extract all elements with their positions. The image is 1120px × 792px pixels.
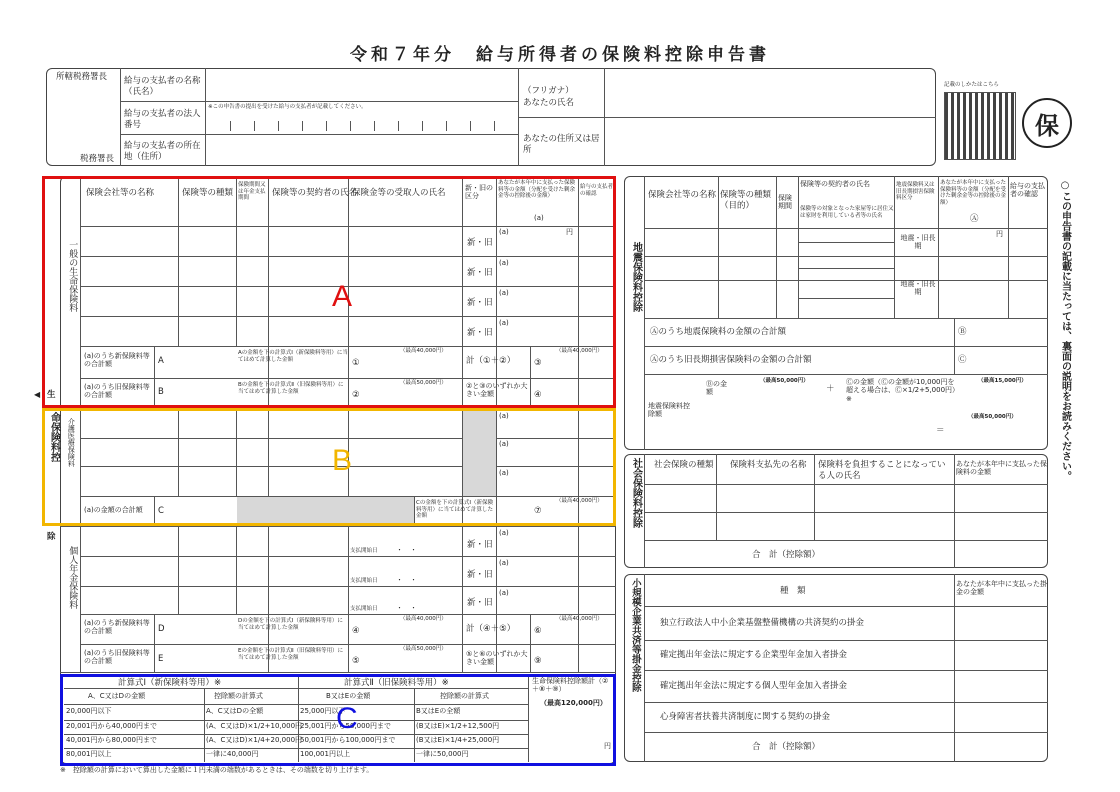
calc2-r3a: 50,001円から100,000円まで — [300, 736, 396, 744]
start-dots-3: ・ ・ — [396, 604, 417, 612]
pension-a-3: (a) — [499, 589, 509, 597]
payer-number-field[interactable] — [206, 113, 518, 133]
quake-col-confirm: 給与の支払者の確認 — [1010, 182, 1045, 199]
box-E: E — [158, 654, 164, 664]
quake-col-period: 保険期間 — [778, 194, 792, 211]
care-a-2: (a) — [499, 440, 509, 448]
newold-2[interactable]: 新・旧 — [467, 268, 493, 278]
start-dots-1: ・ ・ — [396, 546, 417, 554]
quake-deduct-label: 地震保険料控除額 — [648, 402, 690, 419]
circle-7: ⑦ — [534, 506, 542, 516]
sum-45: 計（④＋⑤） — [466, 624, 516, 634]
small-row-3: 確定拠出年金法に規定する個人型年金加入者掛金 — [660, 681, 848, 691]
life-col-period: 保険期間又は年金支払期間 — [238, 182, 266, 202]
start-date-1: 支払開始日 — [350, 548, 378, 554]
calc2-r4b: 一律に50,000円 — [416, 750, 469, 758]
quake-col-contractor: 保険等の契約者の氏名 — [800, 180, 870, 188]
payer-name-field[interactable] — [206, 69, 517, 100]
quake-col-a: Ⓐ — [970, 214, 979, 224]
your-name-field[interactable] — [606, 70, 934, 116]
social-col-payee: 保険料支払先の名称 — [730, 460, 807, 470]
larger-56: ⑤と⑥のいずれか大きい金額 — [466, 650, 528, 667]
amount-a-1: (a) — [499, 228, 509, 236]
start-dots-2: ・ ・ — [396, 576, 417, 584]
how-to-label: 記載のしかたはこちら — [944, 82, 1000, 88]
calc1-r2a: 20,001円から40,000円まで — [66, 722, 157, 730]
calc1-r3a: 40,001円から80,000円まで — [66, 736, 157, 744]
small-business-section — [624, 574, 1048, 762]
quake-col-type: 保険等の種類（目的） — [720, 190, 772, 211]
arrow-left-icon: ◀ — [34, 390, 41, 399]
side-note: ○この申告書の記載に当たっては、裏面の説明をお読みください。 — [1059, 180, 1071, 481]
care-label: 介護医療保険料 — [67, 418, 76, 467]
small-row-2: 確定拠出年金法に規定する企業型年金加入者掛金 — [660, 650, 848, 660]
calc1-r3b: (A、C又はD)×1/4+20,000円 — [206, 736, 303, 744]
quake-col-amount: あなたが本年中に支払った保険料等の金額（分配を受けた剰余金等の控除後の金額） — [940, 180, 1007, 206]
calc-sub-1a: A、C又はDの金額 — [88, 692, 146, 700]
highlight-a — [42, 176, 616, 408]
quake-yen-1: 円 — [996, 230, 1003, 238]
quake-max50: （最高50,000円） — [760, 378, 809, 384]
row-e-label: (a)のうち旧保険料等の合計額 — [84, 649, 150, 666]
calcE-text: Eの金額を下の計算式Ⅱ（旧保険料等用）に当てはめて計算した金額 — [238, 648, 344, 661]
row-d-label: (a)のうち新保険料等の合計額 — [84, 619, 150, 636]
life-side-label-1: 生 — [47, 390, 56, 400]
calc-header-1: 計算式Ⅰ（新保険料等用）※ — [118, 678, 222, 688]
circle-3: ③ — [534, 358, 542, 368]
payer-address-label: 給与の支払者の所在地（住所） — [124, 141, 201, 162]
life-col-newold: 新・旧の区分 — [465, 184, 493, 201]
start-date-3: 支払開始日 — [350, 606, 378, 612]
payer-number-label: 給与の支払者の法人番号 — [124, 109, 201, 130]
quake-col-kind: 地震保険料又は旧長期損害保険料区分 — [896, 182, 935, 202]
calc1-r1b: A、C又はDの全額 — [206, 707, 264, 715]
circle-5: ⑤ — [352, 656, 360, 666]
annotation-c: C — [336, 702, 358, 735]
payer-name-label: 給与の支払者の名称（氏名） — [124, 76, 201, 97]
life-total-yen: 円 — [604, 742, 611, 750]
pension-label: 個人年金保険料 — [67, 546, 78, 609]
payer-address-field[interactable] — [206, 135, 517, 165]
life-total-label: 生命保険料控除額計（②＋⑧＋⑨） — [532, 677, 609, 694]
max40-3: （最高40,000円） — [556, 498, 603, 504]
calc1-r4b: 一律に40,000円 — [206, 750, 259, 758]
seal-icon: 保 — [1022, 98, 1072, 148]
annotation-b: B — [332, 444, 353, 477]
calc-header-2: 計算式Ⅱ（旧保険料等用）※ — [344, 678, 449, 688]
quake-c: Ⓒ — [958, 355, 967, 365]
quake-col-company: 保険会社等の名称 — [648, 190, 717, 200]
highlight-b — [42, 408, 616, 526]
payer-number-note: ※この申告書の提出を受けた給与の支払者が記載してください。 — [208, 104, 367, 110]
max50-2: （最高50,000円） — [400, 646, 447, 652]
quake-eq: ＝ — [936, 426, 945, 436]
pension-a-2: (a) — [499, 559, 509, 567]
small-col-amount: あなたが本年中に支払った掛金の金額 — [956, 580, 1047, 597]
quake-sum-a: Ⓐのうち地震保険料の金額の合計額 — [650, 327, 787, 337]
calc2-r3b: (B又はE)×1/4+25,000円 — [416, 736, 500, 744]
your-address-field[interactable] — [606, 119, 934, 165]
your-name-label: あなたの氏名 — [523, 98, 575, 108]
max40-5: （最高40,000円） — [556, 616, 603, 622]
circle-1: ① — [352, 358, 360, 368]
newold-1[interactable]: 新・旧 — [467, 238, 493, 248]
box-B: B — [158, 387, 164, 397]
calc2-r1b: B又はEの全額 — [416, 707, 461, 715]
small-total: 合 計（控除額） — [752, 742, 821, 752]
max40-2: （最高40,000円） — [556, 348, 603, 354]
start-date-2: 支払開始日 — [350, 578, 378, 584]
social-col-payer: 保険料を負担することになっている人の氏名 — [818, 460, 946, 481]
quake-plus: ＋ — [826, 384, 835, 394]
max40-4: （最高40,000円） — [400, 616, 447, 622]
circle-6: ⑥ — [534, 626, 542, 636]
life-col-amount: あなたが本年中に支払った保険料等の金額（分配を受けた剰余金等の控除後の金額） — [498, 180, 576, 200]
box-C: C — [158, 506, 164, 516]
life-col-a: (a) — [534, 214, 544, 222]
box-A: A — [158, 356, 164, 366]
social-side-label: 社会保険料控除 — [630, 458, 642, 528]
circle-9: ⑨ — [534, 656, 542, 666]
office-chief-label: 所轄税務署長 — [56, 72, 108, 82]
social-col-type: 社会保険の種類 — [654, 460, 714, 470]
quake-sum-b: Ⓐのうち旧長期損害保険料の金額の合計額 — [650, 355, 812, 365]
tax-office-label: 税務署長 — [80, 154, 115, 164]
quake-max15: （最高15,000円） — [978, 378, 1027, 384]
annotation-a: A — [332, 280, 353, 313]
quake-kind-2[interactable]: 地震・旧長期 — [900, 280, 936, 297]
life-col-confirm: 給与の支払者の確認 — [580, 184, 614, 197]
social-total: 合 計（控除額） — [752, 550, 821, 560]
small-side-label: 小規模企業共済等掛金控除 — [629, 578, 641, 692]
calc1-r4a: 80,001円以上 — [66, 750, 112, 758]
calc2-r4a: 100,001円以上 — [300, 750, 350, 758]
furigana-label: （フリガナ） — [523, 86, 574, 96]
box-D: D — [158, 624, 165, 634]
circle-4b: ④ — [352, 626, 360, 636]
row-a-old-label: (a)のうち旧保険料等の合計額 — [84, 383, 150, 400]
calc-sub-1b: 控除額の計算式 — [214, 692, 263, 700]
life-total-max: （最高120,000円） — [540, 699, 607, 707]
newold-3[interactable]: 新・旧 — [467, 298, 493, 308]
quake-col-resident: 保険等の対象となった家屋等に居住又は家財を利用している者等の氏名 — [800, 206, 894, 219]
calcD-text: Dの金額を下の計算式Ⅰ（新保険料等用）に当てはめて計算した金額 — [238, 618, 343, 631]
newold-4[interactable]: 新・旧 — [467, 328, 493, 338]
calc2-r2b: (B又はE)×1/2+12,500円 — [416, 722, 500, 730]
calc2-r1a: 25,000円以下 — [300, 707, 346, 715]
calc2-r2a: 25,001円から50,000円まで — [300, 722, 391, 730]
your-address-label: あなたの住所又は居所 — [523, 134, 600, 155]
row-a-all-label: (a)の金額の合計額 — [84, 506, 143, 514]
sum-12: 計（①＋②） — [466, 356, 516, 366]
quake-c-text: Ⓒの金額（Ⓒの金額が10,000円を超える場合は、Ⓒ×1/2+5,000円）※ — [846, 378, 956, 403]
calcC-text: Cの金額を下の計算式Ⅰ（新保険料等用）に当てはめて計算した金額 — [416, 500, 494, 520]
larger-23: ②と③のいずれか大きい金額 — [466, 382, 528, 399]
general-life-label: 一般の生命保険料 — [67, 240, 78, 312]
quake-kind-1[interactable]: 地震・旧長期 — [900, 234, 936, 251]
pension-a-1: (a) — [499, 529, 509, 537]
life-side-label-3: 除 — [47, 532, 56, 542]
amount-a-4: (a) — [499, 319, 509, 327]
life-col-company: 保険会社等の名称 — [86, 188, 155, 198]
calc2-text: Bの金額を下の計算式Ⅱ（旧保険料等用）に当てはめて計算した金額 — [238, 382, 344, 395]
qr-code-icon[interactable] — [944, 92, 1016, 160]
calc-note: ※ 控除額の計算において算出した金額に１円未満の端数があるときは、その端数を切り上げます。 — [60, 766, 374, 774]
circle-4: ④ — [534, 390, 542, 400]
newold-7[interactable]: 新・旧 — [467, 598, 493, 608]
quake-b: Ⓑ — [958, 327, 967, 337]
life-col-contractor: 保険等の契約者の氏名 — [272, 188, 358, 198]
newold-5[interactable]: 新・旧 — [467, 540, 493, 550]
care-a-3: (a) — [499, 469, 509, 477]
quake-side-label: 地震保険料控除 — [630, 242, 642, 312]
care-a-1: (a) — [499, 412, 509, 420]
calc1-text: Aの金額を下の計算式Ⅰ（新保険料等用）に当てはめて計算した金額 — [238, 350, 348, 363]
row-a-new-label: (a)のうち新保険料等の合計額 — [84, 352, 150, 369]
quake-max50-total: （最高50,000円） — [968, 414, 1017, 420]
newold-6[interactable]: 新・旧 — [467, 570, 493, 580]
life-col-type: 保険等の種類 — [182, 188, 234, 198]
page-title: 令和７年分 給与所得者の保険料控除申告書 — [350, 45, 770, 65]
amount-a-2: (a) — [499, 259, 509, 267]
max50-1: （最高50,000円） — [400, 380, 447, 386]
small-col-type: 種 類 — [780, 586, 806, 596]
quake-b-amount: Ⓑの金額 — [706, 380, 727, 397]
yen-1: 円 — [566, 228, 573, 236]
calc-sub-2a: B又はEの金額 — [326, 692, 371, 700]
calc-sub-2b: 控除額の計算式 — [440, 692, 489, 700]
amount-a-3: (a) — [499, 289, 509, 297]
calc1-r1a: 20,000円以下 — [66, 707, 112, 715]
life-col-recipient: 保険金等の受取人の氏名 — [352, 188, 446, 198]
social-col-amount: あなたが本年中に支払った保険料の金額 — [956, 460, 1047, 477]
small-row-1: 独立行政法人中小企業基盤整備機構の共済契約の掛金 — [660, 618, 865, 628]
life-side-label-2: 命保険料控 — [48, 412, 60, 462]
small-row-4: 心身障害者扶養共済制度に関する契約の掛金 — [660, 712, 831, 722]
max40-1: （最高40,000円） — [400, 348, 447, 354]
circle-2: ② — [352, 390, 360, 400]
calc1-r2b: (A、C又はD)×1/2+10,000円 — [206, 722, 303, 730]
